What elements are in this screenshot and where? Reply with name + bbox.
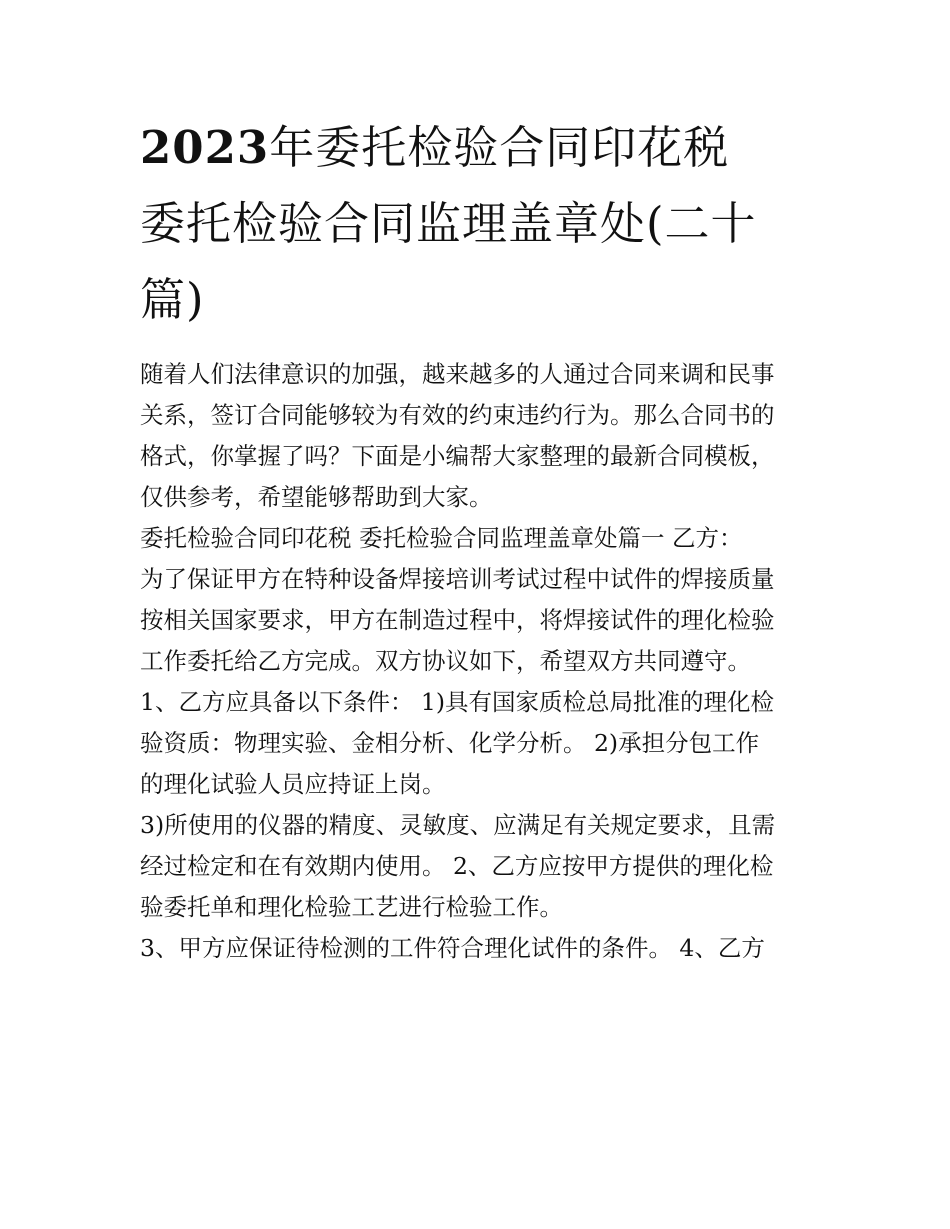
document-body <box>140 354 820 969</box>
intro-line-4: 仅供参考，希望能够帮助到大家。 <box>140 483 493 511</box>
clause-3-line-3: 验委托单和理化检验工艺进行检验工作。 <box>140 893 563 921</box>
intro-line-1: 随着人们法律意识的加强，越来越多的人通过合同来调和民事 <box>140 360 775 388</box>
section-heading: 委托检验合同印花税 委托检验合同监理盖章处篇一 乙方： <box>140 524 743 552</box>
document-page <box>140 110 820 969</box>
clause-1-line-2: 验资质：物理实验、金相分析、化学分析。 2)承担分包工作 <box>140 729 760 757</box>
title-line-1-text: 年委托检验合同印花税 <box>269 121 730 174</box>
intro-paragraph <box>140 354 820 518</box>
intro-line-2: 关系，签订合同能够较为有效的约束违约行为。那么合同书的 <box>140 401 775 429</box>
clause-1-paragraph <box>140 682 820 805</box>
clause-last-paragraph <box>140 928 820 969</box>
clause-3-line-2: 经过检定和在有效期内使用。 2、乙方应按甲方提供的理化检 <box>140 852 774 880</box>
purpose-line-3: 工作委托给乙方完成。双方协议如下，希望双方共同遵守。 <box>140 647 751 675</box>
clause-3-line-1: 3)所使用的仪器的精度、灵敏度、应满足有关规定要求，且需 <box>140 811 776 839</box>
title-line-1 <box>140 110 820 186</box>
purpose-line-2: 按相关国家要求，甲方在制造过程中，将焊接试件的理化检验 <box>140 606 775 634</box>
title-year: 2023 <box>140 121 270 174</box>
clause-1-line-1: 1、乙方应具备以下条件： 1)具有国家质检总局批准的理化检 <box>140 688 775 716</box>
purpose-paragraph <box>140 559 820 682</box>
title-line-3: 篇) <box>140 273 205 326</box>
clause-3-paragraph <box>140 805 820 928</box>
document-title <box>140 110 820 338</box>
purpose-line-1: 为了保证甲方在特种设备焊接培训考试过程中试件的焊接质量 <box>140 565 775 593</box>
intro-line-3: 格式，你掌握了吗？下面是小编帮大家整理的最新合同模板， <box>140 442 775 470</box>
clause-1-line-3: 的理化试验人员应持证上岗。 <box>140 770 446 798</box>
title-line-2: 委托检验合同监理盖章处(二十 <box>140 197 757 250</box>
clause-last-line-1: 3、甲方应保证待检测的工件符合理化试件的条件。 4、乙方 <box>140 934 765 962</box>
